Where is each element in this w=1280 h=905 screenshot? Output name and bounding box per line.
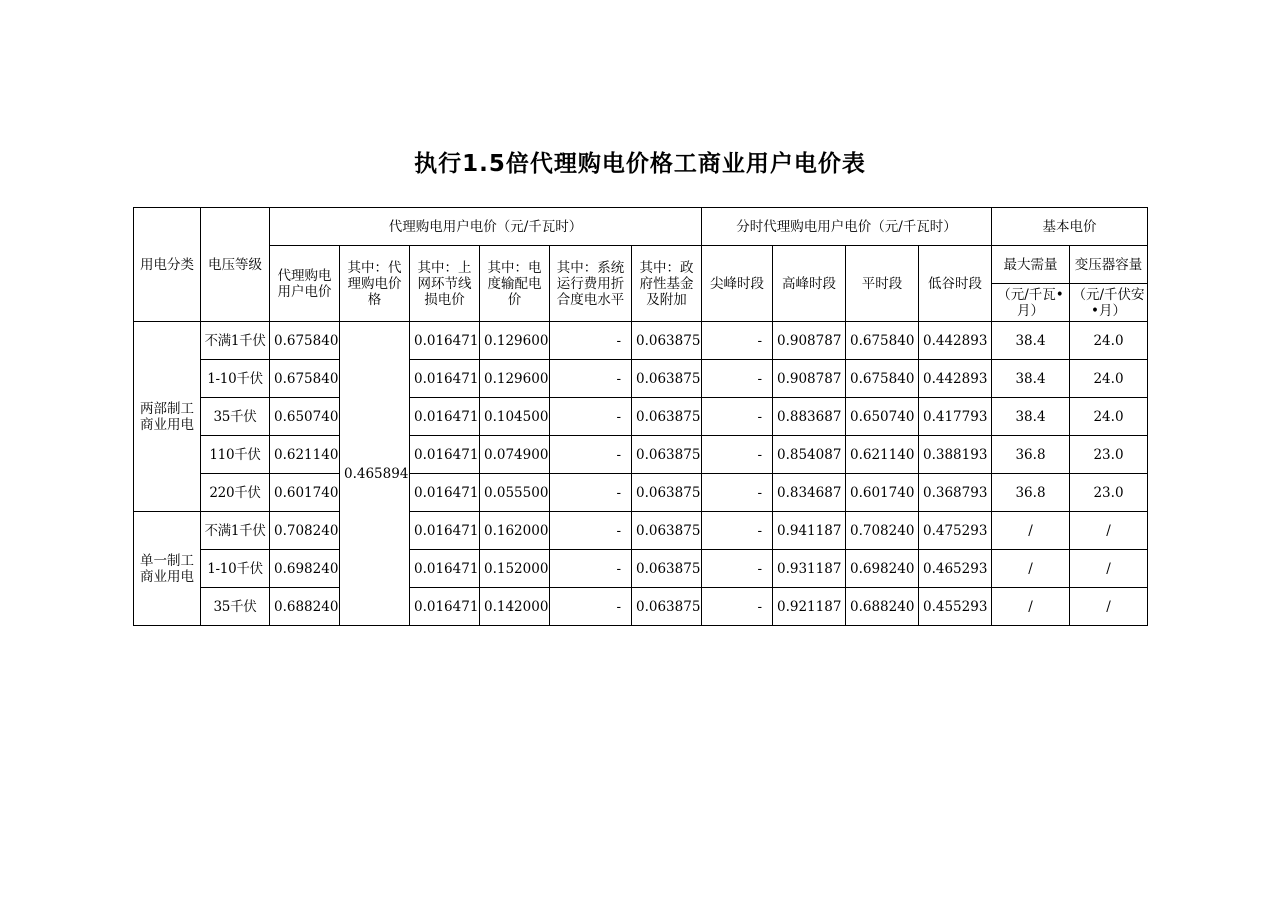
header-category: 用电分类 [134, 208, 201, 322]
sys-cell: - [550, 474, 632, 512]
peak-cell: 0.931187 [773, 550, 846, 588]
fund-cell: 0.063875 [632, 474, 702, 512]
table-row [134, 588, 1148, 626]
valley-cell: 0.417793 [919, 398, 992, 436]
loss-cell: 0.016471 [410, 550, 480, 588]
voltage-cell: 1-10千伏 [201, 360, 270, 398]
trans-cell: 0.129600 [480, 360, 550, 398]
trans-cell: 0.129600 [480, 322, 550, 360]
capacity-cell: 24.0 [1070, 360, 1148, 398]
price-table [133, 207, 1148, 626]
sys-cell: - [550, 436, 632, 474]
header-valley: 低谷时段 [919, 246, 992, 322]
loss-cell: 0.016471 [410, 322, 480, 360]
fund-cell: 0.063875 [632, 550, 702, 588]
header-grid-loss: 其中：上网环节线损电价 [410, 246, 480, 322]
header-voltage: 电压等级 [201, 208, 270, 322]
flat-cell: 0.698240 [846, 550, 919, 588]
valley-cell: 0.442893 [919, 360, 992, 398]
peak-cell: 0.854087 [773, 436, 846, 474]
sys-cell: - [550, 398, 632, 436]
sharp-cell: - [702, 436, 773, 474]
header-agent-price: 代理购电用户电价 [270, 246, 340, 322]
capacity-cell: 23.0 [1070, 474, 1148, 512]
capacity-cell: / [1070, 550, 1148, 588]
agent-cell: 0.708240 [270, 512, 340, 550]
fund-cell: 0.063875 [632, 436, 702, 474]
table-row [134, 550, 1148, 588]
header-transmission: 其中：电度输配电价 [480, 246, 550, 322]
voltage-cell: 1-10千伏 [201, 550, 270, 588]
agent-cell: 0.621140 [270, 436, 340, 474]
peak-cell: 0.908787 [773, 360, 846, 398]
sharp-cell: - [702, 550, 773, 588]
sharp-cell: - [702, 398, 773, 436]
agent-cell: 0.650740 [270, 398, 340, 436]
header-peak-sharp: 尖峰时段 [702, 246, 773, 322]
peak-cell: 0.834687 [773, 474, 846, 512]
valley-cell: 0.465293 [919, 550, 992, 588]
demand-cell: 36.8 [992, 474, 1070, 512]
valley-cell: 0.388193 [919, 436, 992, 474]
header-purchase-price: 其中：代理购电价格 [340, 246, 410, 322]
capacity-cell: 24.0 [1070, 398, 1148, 436]
capacity-cell: 24.0 [1070, 322, 1148, 360]
capacity-cell: 23.0 [1070, 436, 1148, 474]
peak-cell: 0.941187 [773, 512, 846, 550]
demand-cell: / [992, 550, 1070, 588]
capacity-cell: / [1070, 512, 1148, 550]
header-max-demand: 最大需量 [992, 246, 1070, 284]
sharp-cell: - [702, 322, 773, 360]
fund-cell: 0.063875 [632, 322, 702, 360]
valley-cell: 0.475293 [919, 512, 992, 550]
valley-cell: 0.455293 [919, 588, 992, 626]
loss-cell: 0.016471 [410, 512, 480, 550]
sys-cell: - [550, 512, 632, 550]
voltage-cell: 不满1千伏 [201, 322, 270, 360]
header-basic-group: 基本电价 [992, 208, 1148, 246]
trans-cell: 0.055500 [480, 474, 550, 512]
demand-cell: 36.8 [992, 436, 1070, 474]
table-row [134, 436, 1148, 474]
sharp-cell: - [702, 512, 773, 550]
sys-cell: - [550, 322, 632, 360]
header-agent-group: 代理购电用户电价（元/千瓦时） [270, 208, 702, 246]
fund-cell: 0.063875 [632, 512, 702, 550]
peak-cell: 0.908787 [773, 322, 846, 360]
header-flat: 平时段 [846, 246, 919, 322]
sys-cell: - [550, 550, 632, 588]
flat-cell: 0.675840 [846, 322, 919, 360]
table-row [134, 512, 1148, 550]
page-title: 执行1.5倍代理购电价格工商业用户电价表 [414, 151, 866, 177]
loss-cell: 0.016471 [410, 360, 480, 398]
voltage-cell: 220千伏 [201, 474, 270, 512]
peak-cell: 0.883687 [773, 398, 846, 436]
table-row [134, 398, 1148, 436]
agent-cell: 0.675840 [270, 360, 340, 398]
flat-cell: 0.675840 [846, 360, 919, 398]
demand-cell: / [992, 588, 1070, 626]
demand-cell: / [992, 512, 1070, 550]
loss-cell: 0.016471 [410, 436, 480, 474]
purchase-price-cell: 0.465894 [340, 322, 410, 626]
loss-cell: 0.016471 [410, 398, 480, 436]
trans-cell: 0.152000 [480, 550, 550, 588]
voltage-cell: 不满1千伏 [201, 512, 270, 550]
group-two-part: 两部制工商业用电 [134, 322, 201, 512]
agent-cell: 0.675840 [270, 322, 340, 360]
flat-cell: 0.708240 [846, 512, 919, 550]
valley-cell: 0.368793 [919, 474, 992, 512]
demand-cell: 38.4 [992, 398, 1070, 436]
flat-cell: 0.601740 [846, 474, 919, 512]
voltage-cell: 35千伏 [201, 588, 270, 626]
capacity-cell: / [1070, 588, 1148, 626]
sharp-cell: - [702, 588, 773, 626]
flat-cell: 0.688240 [846, 588, 919, 626]
trans-cell: 0.162000 [480, 512, 550, 550]
agent-cell: 0.688240 [270, 588, 340, 626]
table-row [134, 474, 1148, 512]
loss-cell: 0.016471 [410, 474, 480, 512]
header-transformer: 变压器容量 [1070, 246, 1148, 284]
table-row [134, 360, 1148, 398]
fund-cell: 0.063875 [632, 398, 702, 436]
voltage-cell: 35千伏 [201, 398, 270, 436]
loss-cell: 0.016471 [410, 588, 480, 626]
sys-cell: - [550, 588, 632, 626]
demand-cell: 38.4 [992, 360, 1070, 398]
header-tou-group: 分时代理购电用户电价（元/千瓦时） [702, 208, 992, 246]
agent-cell: 0.698240 [270, 550, 340, 588]
header-transformer-unit: （元/千伏安•月） [1070, 284, 1148, 322]
fund-cell: 0.063875 [632, 588, 702, 626]
header-system-cost: 其中：系统运行费用折合度电水平 [550, 246, 632, 322]
demand-cell: 38.4 [992, 322, 1070, 360]
fund-cell: 0.063875 [632, 360, 702, 398]
table-row [134, 322, 1148, 360]
trans-cell: 0.142000 [480, 588, 550, 626]
valley-cell: 0.442893 [919, 322, 992, 360]
header-peak: 高峰时段 [773, 246, 846, 322]
group-single: 单一制工商业用电 [134, 512, 201, 626]
flat-cell: 0.650740 [846, 398, 919, 436]
sys-cell: - [550, 360, 632, 398]
sharp-cell: - [702, 474, 773, 512]
header-max-demand-unit: （元/千瓦•月） [992, 284, 1070, 322]
sharp-cell: - [702, 360, 773, 398]
header-gov-fund: 其中：政府性基金及附加 [632, 246, 702, 322]
peak-cell: 0.921187 [773, 588, 846, 626]
voltage-cell: 110千伏 [201, 436, 270, 474]
agent-cell: 0.601740 [270, 474, 340, 512]
flat-cell: 0.621140 [846, 436, 919, 474]
trans-cell: 0.074900 [480, 436, 550, 474]
trans-cell: 0.104500 [480, 398, 550, 436]
